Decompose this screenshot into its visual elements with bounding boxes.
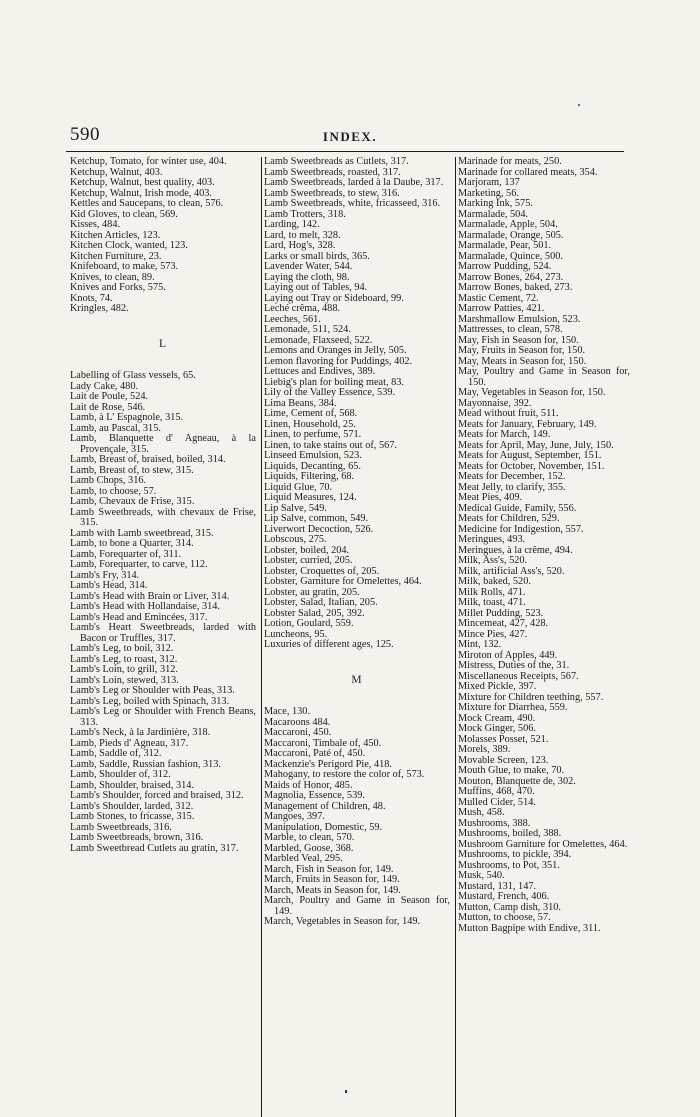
index-entry: Marinade for meats, 250. bbox=[458, 156, 562, 167]
index-entry: Lemonade, Flaxseed, 522. bbox=[264, 334, 373, 346]
index-entry: Kettles and Saucepans, to clean, 576. bbox=[70, 198, 224, 209]
index-entry: Knives and Forks, 575. bbox=[70, 282, 166, 293]
index-entry: Mushrooms, 388. bbox=[458, 817, 531, 829]
index-entry: Mixture for Diarrhea, 559. bbox=[458, 702, 568, 713]
index-entry: Lavender Water, 544. bbox=[264, 261, 353, 272]
index-entry: Mush, 458. bbox=[458, 807, 505, 818]
index-entry: Lettuces and Endives, 389. bbox=[264, 366, 376, 377]
index-entry: Lamb Trotters, 318. bbox=[264, 208, 346, 220]
index-entry: Lamb Sweetbreads, 316. bbox=[70, 821, 172, 833]
index-entry: Kitchen Clock, wanted, 123. bbox=[70, 240, 188, 251]
index-entry: Mackenzie's Perigord Pie, 418. bbox=[264, 758, 392, 770]
index-entry: Lima Beans, 384. bbox=[264, 397, 337, 409]
index-entry: Kid Gloves, to clean, 569. bbox=[70, 208, 178, 220]
index-entry: Macaroons 484. bbox=[264, 716, 331, 728]
index-entry: Meringues, à la crême, 494. bbox=[458, 544, 573, 556]
index-entry: Lobster Salad, 205, 392. bbox=[264, 607, 365, 619]
index-entry: Medicine for Indigestion, 557. bbox=[458, 523, 584, 535]
index-entry: Lamb Sweetbread Cutlets au gratin, 317. bbox=[70, 842, 239, 854]
index-entry: Lip Salve, common, 549. bbox=[264, 513, 369, 524]
index-entry: Meats for March, 149. bbox=[458, 429, 551, 440]
index-entry: Marbled Veal, 295. bbox=[264, 853, 343, 864]
index-entry: Lamb, Shoulder, braised, 314. bbox=[70, 779, 194, 791]
index-entry: Medical Guide, Family, 556. bbox=[458, 502, 577, 514]
index-entry: Labelling of Glass vessels, 65. bbox=[70, 370, 196, 381]
index-entry: Lait de Rose, 546. bbox=[70, 401, 146, 413]
index-entry: Lemonade, 511, 524. bbox=[264, 324, 351, 335]
index-entry: Miroton of Apples, 449. bbox=[458, 649, 558, 661]
index-entry: May, Fruits in Season for, 150. bbox=[458, 345, 586, 356]
index-entry: Mutton, to choose, 57. bbox=[458, 912, 551, 923]
index-entry: Lamb, Shoulder of, 312. bbox=[70, 769, 171, 780]
index-entry: Meats for December, 152. bbox=[458, 471, 566, 482]
index-entry: Maccaroni, 450. bbox=[264, 727, 332, 738]
index-entry: March, Vegetables in Season for, 149. bbox=[264, 916, 421, 927]
index-entry: Lamb's Leg, to boil, 312. bbox=[70, 643, 174, 654]
index-entry: Mistress, Duties of the, 31. bbox=[458, 660, 570, 671]
index-entry: Lamb, Pieds d' Agneau, 317. bbox=[70, 737, 189, 749]
index-entry: Mahogany, to restore the color of, 573. bbox=[264, 769, 425, 780]
index-entry: Mincemeat, 427, 428. bbox=[458, 618, 549, 629]
index-column-2 bbox=[264, 157, 450, 928]
column-divider bbox=[455, 157, 456, 1117]
index-entry: Liverwort Decoction, 526. bbox=[264, 523, 374, 535]
index-entry: Marmalade, Orange, 505. bbox=[458, 229, 564, 241]
index-entry: Lamb, Forequarter, to carve, 112. bbox=[70, 559, 208, 570]
index-entry: Marmalade, Pear, 501. bbox=[458, 240, 552, 251]
index-entry: Meringues, 493. bbox=[458, 534, 526, 545]
index-entry: Lard, to melt, 328. bbox=[264, 229, 341, 241]
index-entry: Lamb's Heart Sweetbreads, larded with Bacon or Truffles, 317. bbox=[70, 622, 256, 644]
index-entry: Lemons and Oranges in Jelly, 505. bbox=[264, 345, 407, 356]
index-entry: Lait de Poule, 524. bbox=[70, 391, 149, 402]
index-entry: Mead without fruit, 511. bbox=[458, 408, 559, 419]
index-entry: Mutton, Camp dish, 310. bbox=[458, 901, 561, 913]
index-entry: Lamb, Chevaux de Frise, 315. bbox=[70, 496, 195, 507]
index-entry: Laying out of Tables, 94. bbox=[264, 282, 368, 293]
index-entry: Lamb, à L' Espagnole, 315. bbox=[70, 412, 184, 423]
index-entry: Laying the cloth, 98. bbox=[264, 271, 350, 283]
index-entry: Morels, 389. bbox=[458, 744, 511, 755]
index-entry: Ketchup, Walnut, Irish mode, 403. bbox=[70, 187, 212, 199]
index-entry: Meats for January, February, 149. bbox=[458, 418, 597, 430]
index-entry: Lamb Sweetbreads as Cutlets, 317. bbox=[264, 156, 409, 167]
index-entry: Mince Pies, 427. bbox=[458, 628, 528, 640]
index-entry: Liebig's plan for boiling meat, 83. bbox=[264, 376, 404, 388]
index-entry: Lamb Chops, 316. bbox=[70, 475, 147, 486]
index-entry: Marrow Bones, 264, 273. bbox=[458, 271, 564, 283]
index-entry: May, Poultry and Game in Season for, 150. bbox=[458, 366, 630, 388]
index-entry: Management of Children, 48. bbox=[264, 800, 386, 812]
index-entry: March, Fish in Season for, 149. bbox=[264, 863, 394, 875]
index-entry: Lamb's Leg or Shoulder with French Beans, 313. bbox=[70, 706, 256, 728]
index-entry: Luxuries of different ages, 125. bbox=[264, 639, 394, 650]
index-entry: Lime, Cement of, 568. bbox=[264, 408, 358, 419]
index-entry: Molasses Posset, 521. bbox=[458, 733, 549, 745]
index-entry: Mushrooms, to Pot, 351. bbox=[458, 859, 560, 871]
header-rule bbox=[66, 151, 624, 152]
index-entry: Milk Rolls, 471. bbox=[458, 586, 526, 598]
index-entry: Marble, to clean, 570. bbox=[264, 832, 355, 843]
index-entry: Lobscous, 275. bbox=[264, 534, 327, 545]
index-entry: Lamb's Fry, 314. bbox=[70, 569, 140, 581]
index-entry: Marmalade, Apple, 504. bbox=[458, 219, 558, 230]
index-entry: Lamb Sweetbreads, with chevaux de Frise, 315. bbox=[70, 506, 256, 528]
index-entry: Kitchen Furniture, 23. bbox=[70, 250, 162, 262]
index-entry: Lobster, Croquettes of, 205. bbox=[264, 565, 380, 577]
index-entry: Lily of the Valley Essence, 539. bbox=[264, 387, 396, 398]
margin-mark bbox=[578, 104, 580, 106]
index-entry: Marking Ink, 575. bbox=[458, 198, 533, 209]
index-entry: Meats for August, September, 151. bbox=[458, 450, 602, 461]
index-entry: Knifeboard, to make, 573. bbox=[70, 261, 179, 272]
index-entry: May, Vegetables in Season for, 150. bbox=[458, 387, 606, 398]
index-entry: Milk, baked, 520. bbox=[458, 576, 531, 587]
index-entry: Milk, artificial Ass's, 520. bbox=[458, 565, 565, 577]
index-entry: Lard, Hog's, 328. bbox=[264, 240, 336, 251]
index-entry: Marketing, 56. bbox=[458, 187, 519, 199]
index-entry: Miscellaneous Receipts, 567. bbox=[458, 670, 579, 682]
index-entry: Meats for October, November, 151. bbox=[458, 460, 605, 472]
index-entry: Lamb's Shoulder, forced and braised, 312. bbox=[70, 790, 244, 801]
index-entry: Meats for April, May, June, July, 150. bbox=[458, 439, 614, 451]
index-entry: Lemon flavoring for Puddings, 402. bbox=[264, 355, 413, 367]
index-entry: Manipulation, Domestic, 59. bbox=[264, 821, 383, 833]
index-entry: May, Meats in Season for, 150. bbox=[458, 355, 587, 367]
index-entry: Mixture for Children teething, 557. bbox=[458, 691, 604, 703]
index-entry: Leché crêma, 488. bbox=[264, 303, 341, 314]
index-entry: Mastic Cement, 72. bbox=[458, 292, 539, 304]
index-entry: Laying out Tray or Sideboard, 99. bbox=[264, 292, 404, 304]
column-divider bbox=[261, 157, 262, 1117]
index-entry: Mustard, French, 406. bbox=[458, 891, 550, 902]
index-entry: Lamb, Breast of, to stew, 315. bbox=[70, 464, 194, 476]
index-column-3 bbox=[458, 157, 630, 934]
index-entry: Lotion, Goulard, 559. bbox=[264, 618, 354, 629]
index-column-1 bbox=[70, 157, 256, 854]
index-entry: Mouton, Blanquette de, 302. bbox=[458, 775, 576, 787]
index-entry: Lamb Sweetbreads, white, fricasseed, 316. bbox=[264, 198, 441, 209]
index-entry: Maccaroni, Timbale of, 450. bbox=[264, 737, 382, 749]
index-entry: Liquids, Decanting, 65. bbox=[264, 460, 361, 472]
index-entry: Lamb's Loin, stewed, 313. bbox=[70, 674, 179, 686]
index-entry: Lamb's Head with Brain or Liver, 314. bbox=[70, 590, 230, 602]
index-entry: Lamb's Leg or Shoulder with Peas, 313. bbox=[70, 685, 235, 696]
index-entry: Lamb with Lamb sweetbread, 315. bbox=[70, 527, 214, 539]
section-letter: L bbox=[158, 337, 168, 350]
index-entry: Kringles, 482. bbox=[70, 303, 129, 314]
index-entry: Luncheons, 95. bbox=[264, 628, 328, 640]
index-entry: Linen, Household, 25. bbox=[264, 418, 356, 430]
index-entry: Lamb Sweetbreads, larded à la Daube, 317. bbox=[264, 177, 444, 188]
index-entry: Maccaroni, Paté of, 450. bbox=[264, 748, 366, 759]
index-entry: Mace, 130. bbox=[264, 706, 311, 717]
index-entry: Meats for Children, 529. bbox=[458, 513, 560, 524]
index-entry: Lamb Sweetbreads, brown, 316. bbox=[70, 832, 204, 843]
index-entry: Lady Cake, 480. bbox=[70, 380, 139, 392]
index-entry: Musk, 540. bbox=[458, 870, 505, 881]
index-entry: Liquids, Filtering, 68. bbox=[264, 471, 355, 482]
index-entry: Milk, toast, 471. bbox=[458, 597, 526, 608]
index-entry: Mutton Bagpipe with Endive, 311. bbox=[458, 922, 601, 934]
page-header bbox=[70, 124, 630, 150]
index-entry: Lamb, Forequarter of, 311. bbox=[70, 548, 182, 560]
index-entry: Knots, 74. bbox=[70, 292, 113, 304]
index-entry: Lamb's Leg, boiled with Spinach, 313. bbox=[70, 695, 230, 707]
index-entry: Lamb's Head with Hollandaise, 314. bbox=[70, 601, 220, 612]
index-entry: Kitchen Articles, 123. bbox=[70, 229, 161, 241]
index-entry: Lamb's Neck, à la Jardinière, 318. bbox=[70, 727, 211, 738]
index-entry: Linseed Emulsion, 523. bbox=[264, 450, 362, 461]
index-entry: Mulled Cider, 514. bbox=[458, 796, 536, 808]
index-entry: Lamb, to bone a Quarter, 314. bbox=[70, 538, 194, 549]
index-entry: Marbled, Goose, 368. bbox=[264, 842, 354, 854]
index-entry: Lobster, boiled, 204. bbox=[264, 544, 350, 556]
index-entry: Marrow Patties, 421. bbox=[458, 303, 545, 314]
running-head: INDEX. bbox=[322, 129, 378, 144]
index-entry: Lobster, curried, 205. bbox=[264, 555, 353, 566]
index-entry: Lamb, au Pascal, 315. bbox=[70, 422, 161, 434]
index-entry: Mangoes, 397. bbox=[264, 811, 325, 822]
index-entry: Mint, 132. bbox=[458, 639, 502, 650]
index-entry: Liquid Glue, 70. bbox=[264, 481, 333, 493]
index-entry: March, Meats in Season for, 149. bbox=[264, 884, 401, 896]
index-entry: Knives, to clean, 89. bbox=[70, 271, 155, 283]
index-entry: Lobster, Salad, Italian, 205. bbox=[264, 597, 378, 608]
index-entry: Mock Cream, 490. bbox=[458, 712, 536, 724]
index-entry: Mushrooms, boiled, 388. bbox=[458, 828, 562, 839]
index-entry: Lamb, to choose, 57. bbox=[70, 485, 157, 497]
index-entry: Larks or small birds, 365. bbox=[264, 250, 370, 262]
index-entry: Maids of Honor, 485. bbox=[264, 779, 353, 791]
index-entry: Mock Ginger, 506. bbox=[458, 723, 536, 734]
index-entry: Lamb Sweetbreads, to stew, 316. bbox=[264, 187, 400, 199]
index-entry: Lamb's Head and Emincées, 317. bbox=[70, 611, 208, 623]
index-entry: Lamb Stones, to fricasse, 315. bbox=[70, 811, 195, 822]
index-entry: Meat Jelly, to clarify, 355. bbox=[458, 481, 566, 493]
index-entry: Ketchup, Tomato, for winter use, 404. bbox=[70, 156, 227, 167]
index-entry: March, Poultry and Game in Season for, 149. bbox=[264, 895, 450, 917]
index-entry: Ketchup, Walnut, best quality, 403. bbox=[70, 177, 215, 188]
index-entry: Milk, Ass's, 520. bbox=[458, 555, 528, 566]
index-entry: Magnolia, Essence, 539. bbox=[264, 790, 365, 801]
index-entry: Lamb's Head, 314. bbox=[70, 580, 148, 591]
index-entry: March, Fruits in Season for, 149. bbox=[264, 874, 400, 885]
index-entry: Lamb, Breast of, braised, boiled, 314. bbox=[70, 454, 226, 465]
index-entry: Lamb, Blanquette d' Agneau, à la Provençale, 315. bbox=[70, 433, 256, 455]
index-entry: Ketchup, Walnut, 403. bbox=[70, 166, 163, 178]
index-entry: Larding, 142. bbox=[264, 219, 320, 230]
index-entry: Marmalade, Quince, 500. bbox=[458, 250, 563, 262]
index-entry: Leeches, 561. bbox=[264, 313, 321, 325]
section-letter: M bbox=[351, 673, 363, 686]
index-entry: Lobster, au gratin, 205. bbox=[264, 586, 360, 598]
index-entry: Lamb, Saddle of, 312. bbox=[70, 748, 162, 759]
index-entry: Lip Salve, 549. bbox=[264, 502, 327, 514]
index-entry: Marinade for collared meats, 354. bbox=[458, 166, 598, 178]
index-entry: Meat Pies, 409. bbox=[458, 492, 523, 503]
index-entry: Marjoram, 137 bbox=[458, 177, 520, 188]
index-entry: Mouth Glue, to make, 70. bbox=[458, 765, 565, 776]
index-entry: Lamb's Leg, to roast, 312. bbox=[70, 653, 178, 665]
index-entry: Marrow Pudding, 524. bbox=[458, 261, 552, 272]
index-entry: Marrow Bones, baked, 273. bbox=[458, 282, 573, 293]
index-entry: Mixed Pickle, 397. bbox=[458, 681, 537, 692]
index-entry: Lamb, Saddle, Russian fashion, 313. bbox=[70, 758, 222, 770]
index-entry: Lamb's Loin, to grill, 312. bbox=[70, 664, 178, 675]
index-entry: Mattresses, to clean, 578. bbox=[458, 324, 563, 335]
index-entry: Kisses, 484. bbox=[70, 219, 121, 230]
index-entry: Liquid Measures, 124. bbox=[264, 492, 357, 503]
index-entry: Mayonnaise, 392. bbox=[458, 397, 532, 409]
index-entry: Lobster, Garniture for Omelettes, 464. bbox=[264, 576, 422, 587]
index-entry: Millet Pudding, 523. bbox=[458, 607, 544, 619]
index-entry: Marmalade, 504. bbox=[458, 208, 529, 220]
index-entry: Marshmallow Emulsion, 523. bbox=[458, 313, 581, 325]
index-entry: Mustard, 131, 147. bbox=[458, 880, 537, 892]
page-dot bbox=[345, 1090, 347, 1093]
page-number: 590 bbox=[70, 124, 100, 145]
index-entry: May, Fish in Season for, 150. bbox=[458, 334, 579, 346]
index-entry: Lamb's Shoulder, larded, 312. bbox=[70, 800, 194, 812]
index-entry: Mushrooms, to pickle, 394. bbox=[458, 849, 572, 860]
index-columns bbox=[70, 156, 630, 1057]
index-entry: Mushroom Garniture for Omelettes, 464. bbox=[458, 838, 628, 850]
index-entry: Lamb Sweetbreads, roasted, 317. bbox=[264, 166, 401, 178]
index-entry: Movable Screen, 123. bbox=[458, 754, 549, 766]
index-entry: Linen, to take stains out of, 567. bbox=[264, 439, 397, 451]
index-entry: Linen, to perfume, 571. bbox=[264, 429, 362, 440]
index-entry: Muffins, 468, 470. bbox=[458, 786, 535, 797]
